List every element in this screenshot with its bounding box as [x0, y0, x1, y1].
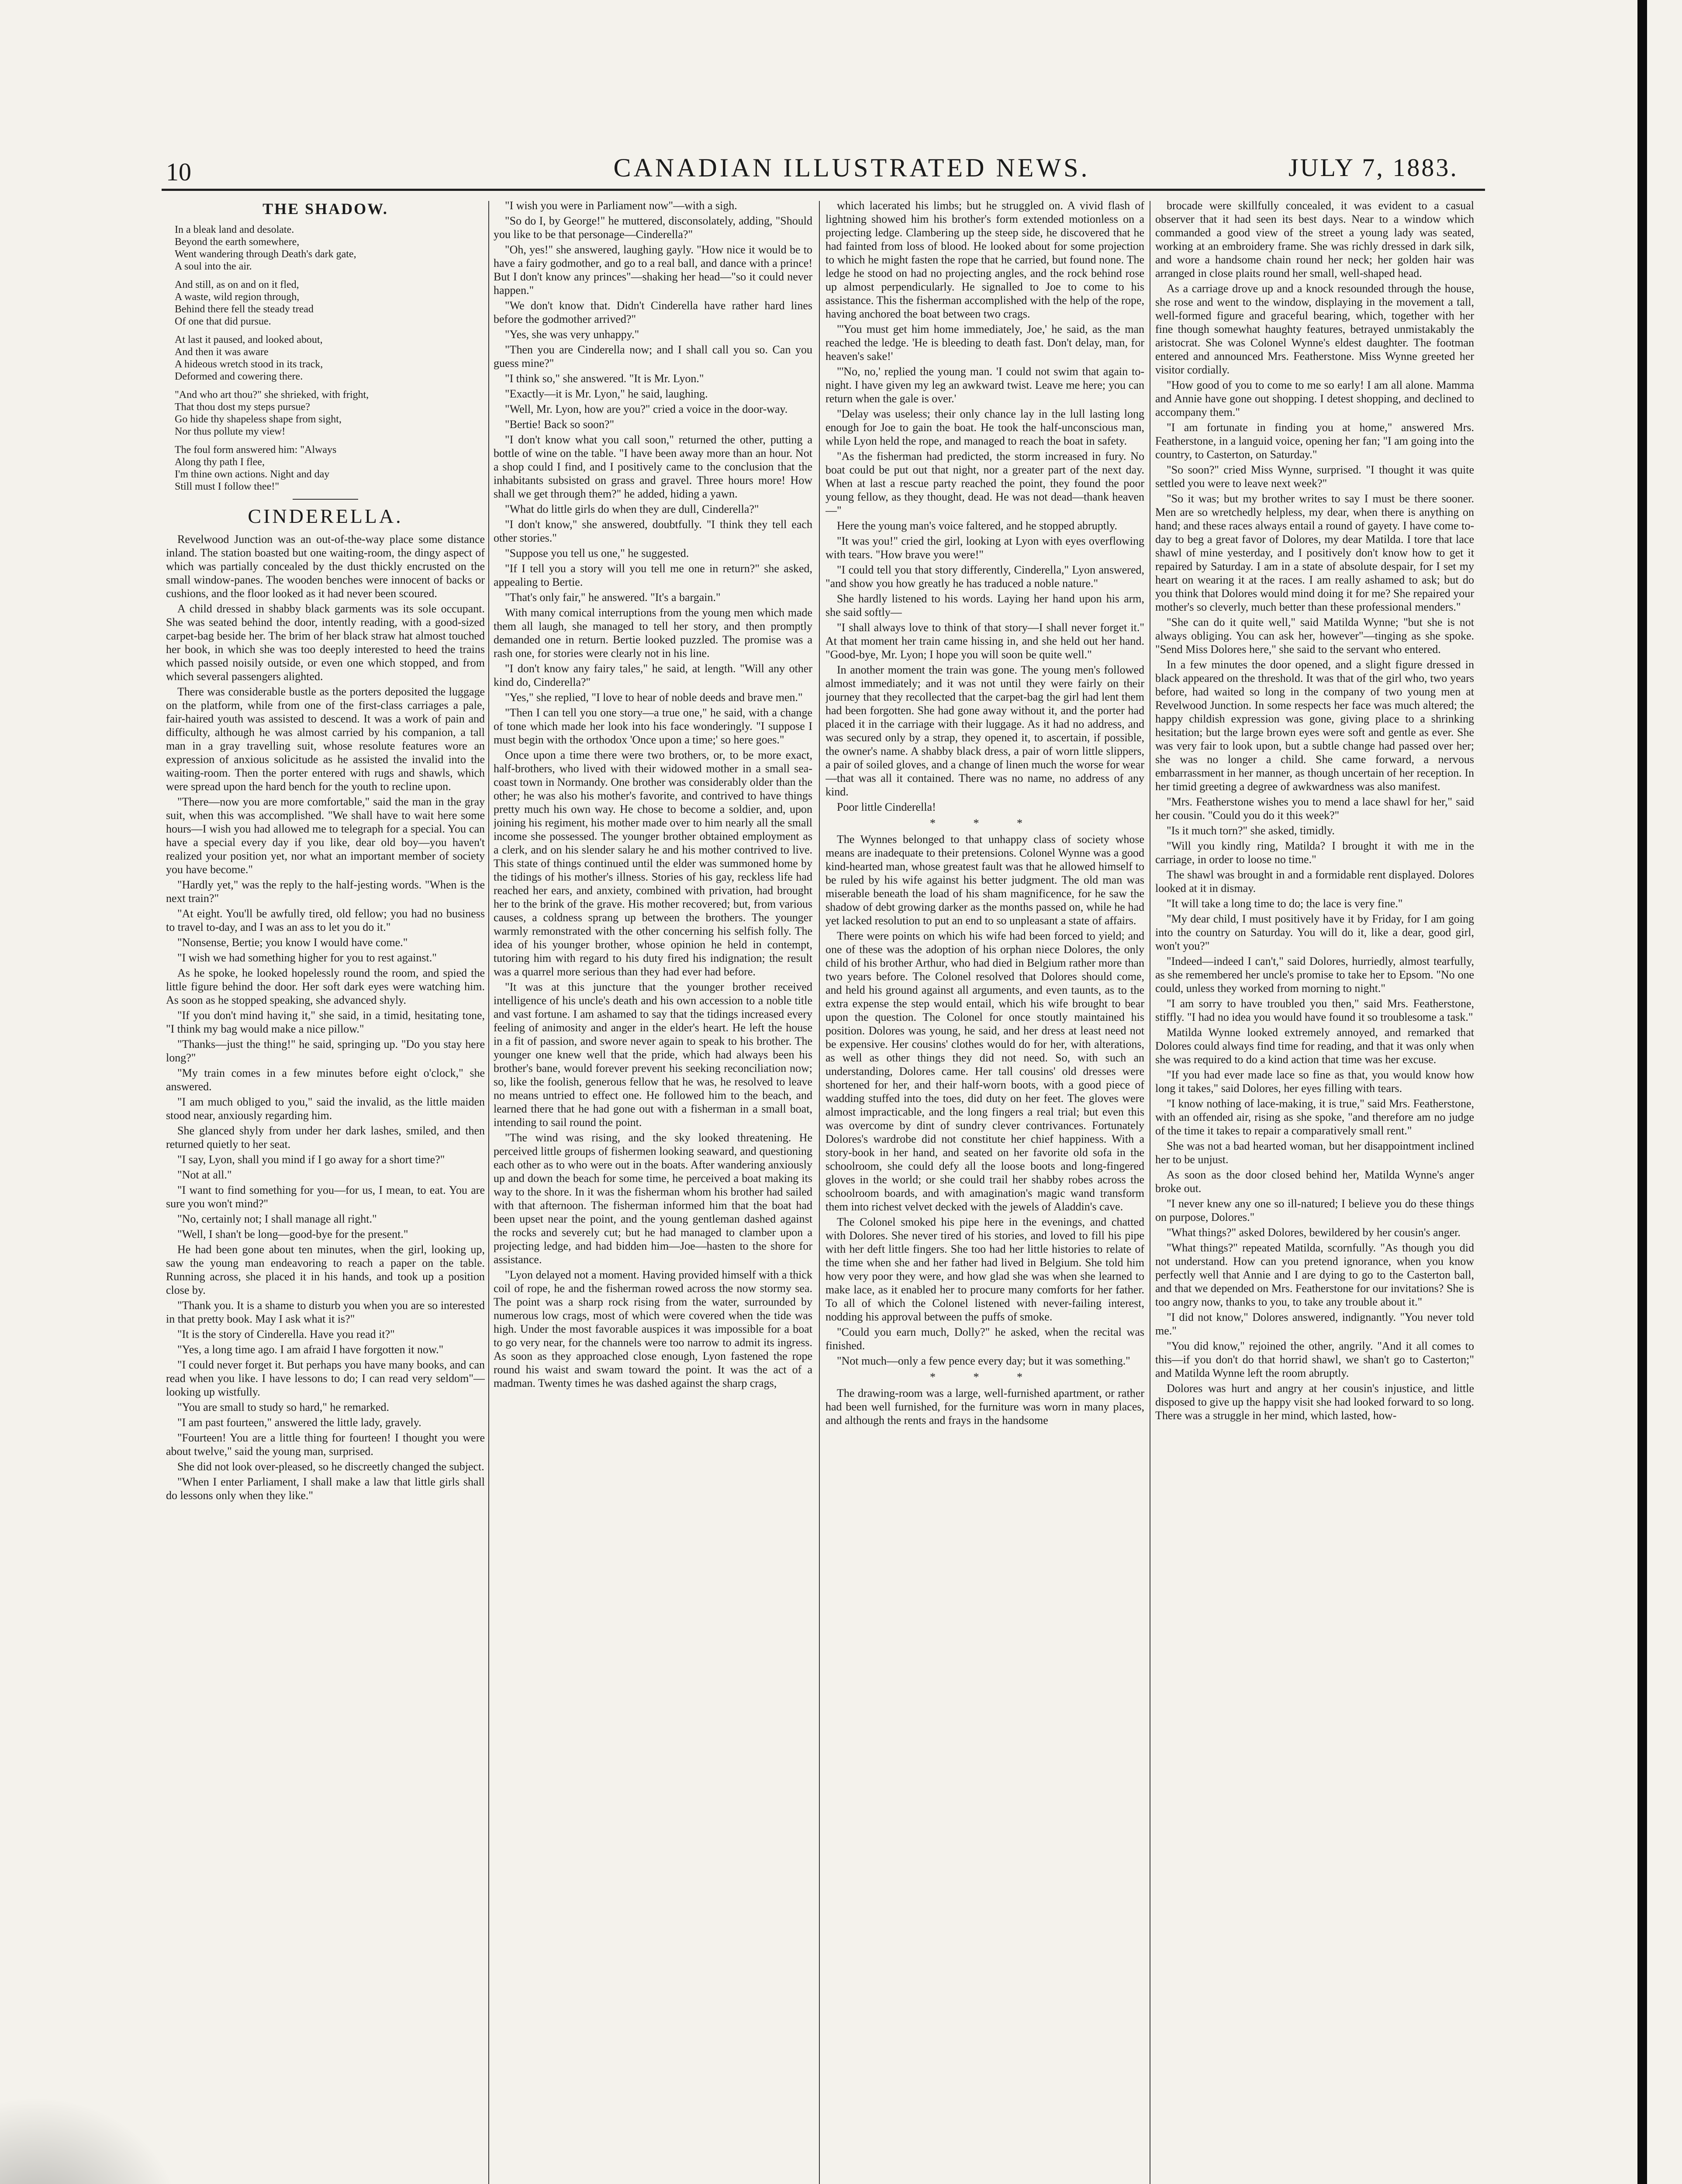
story-paragraph: "'No, no,' replied the young man. 'I could not swim that again to-night. I have given my leg an awkward twist. Leave me here; you can return when the gale is over.' [825, 365, 1144, 405]
story-paragraph: "I am sorry to have troubled you then," said Mrs. Featherstone, stiffly. "I had no idea you would have found it so troublesome a task." [1155, 997, 1474, 1023]
story-paragraph: "I shall always love to think of that story—I shall never forget it." At that moment her train came hissing in, and she held out her hand. "Good-bye, Mr. Lyon; I hope you will soon be quite well." [825, 621, 1144, 661]
story-paragraph: "What do little girls do when they are dull, Cinderella?" [505, 503, 759, 515]
story-paragraph: There was considerable bustle as the porters deposited the luggage on the platform, while from one of the first-class carriages a pale, fair-haired youth was assisted to descend. It was a work of pain and difficulty, although he was almost carried by his companion, a tall man in a gray travelling suit, whose resolute features wore an expression of anxious solicitude as he assisted the invalid into the waiting-room. Then the porter entered with rugs and shawls, which were spread upon the hard bench for the youth to recline upon. [166, 685, 485, 793]
story-paragraph: Once upon a time there were two brothers, or, to be more exact, half-brothers, who lived with their widowed mother in a small sea-coast town in Normandy. One brother was considerably older than the other; he was also his mother's favorite, and contrived to have things pretty much his own way. He chose to become a soldier, and, upon joining his regiment, his mother made over to him nearly all the small income she possessed. The younger brother obtained employment as a clerk, and on his slender salary he and his mother contrived to live. This state of things continued until the elder was summoned home by the tidings of his mother's illness. Stories of his gay, reckless life had reached her ears, and anxiety, combined with privation, had brought her to the brink of the grave. His mother recovered; but, from various causes, a coldness sprang up between the brothers. The younger warmly remonstrated with the other concerning his selfish folly. The idea of his younger brother, whose opinion he held in contempt, tutoring him with regard to his duty fired his indignation; the result was a quarrel more serious than they had ever had before. [494, 749, 812, 978]
story-paragraph: "I wish you were in Parliament now"—with a sigh. [505, 199, 737, 212]
story-paragraph: "I don't know what you call soon," returned the other, putting a bottle of wine on the table. "I have been away more than an hour. Not a shop could I find, and I positively came to the conclusion that the inhabitants subsisted on grass and gravel. Three hours more! How shall we get through them?" he added, hiding a yawn. [494, 433, 812, 500]
story-paragraph: "Not much—only a few pence every day; but it was something." [837, 1355, 1130, 1367]
story-paragraph: "Suppose you tell us one," he suggested. [505, 547, 689, 560]
story-paragraph: "Thanks—just the thing!" he said, springing up. "Do you stay here long?" [166, 1038, 485, 1064]
story-paragraph: "Will you kindly ring, Matilda? I brought it with me in the carriage, in order to loose no time." [1155, 840, 1474, 866]
story-paragraph: Matilda Wynne looked extremely annoyed, and remarked that Dolores could always find time for reading, and that it was only when she was required to do a kind action that time was her excuse. [1155, 1026, 1474, 1066]
story-paragraph: "Nonsense, Bertie; you know I would have come." [177, 936, 408, 949]
story-paragraph: "Lyon delayed not a moment. Having provided himself with a thick coil of rope, he and the fisherman rowed across the now stormy sea. The point was a sharp rock rising from the water, surrounded by numerous low crags, most of which were covered when the tide was high. Under the most favorable auspices it was impossible for a boat to go very near, for the channels were too narrow to admit its ingress. As soon as they approached close enough, Lyon fastened the rope round his waist and swam toward the point. It was the act of a madman. Twenty times he was dashed against the sharp crags, [494, 1268, 812, 1389]
story-paragraph: A child dressed in shabby black garments was its sole occupant. She was seated behind the door, intently reading, with a good-sized carpet-bag beside her. The brim of her black straw hat almost touched her book, in which she was too deeply interested to heed the trains which passed noisily outside, or even one which stopped, and from which several passengers alighted. [166, 602, 485, 683]
story-title: CINDERELLA. [248, 505, 403, 527]
story-paragraph: "'You must get him home immediately, Joe,' he said, as the man reached the ledge. 'He is bleeding to death fast. Don't delay, man, for heaven's sake!' [825, 323, 1144, 363]
story-paragraph: "I could never forget it. But perhaps you have many books, and can read when you like. I have lessons to do; I can read very seldom"—looking up wistfully. [166, 1358, 485, 1398]
story-paragraph: "Could you earn much, Dolly?" he asked, when the recital was finished. [825, 1326, 1144, 1352]
story-paragraph: "Fourteen! You are a little thing for fourteen! I thought you were about twelve," said the young man, surprised. [166, 1431, 485, 1458]
story-paragraph: "Bertie! Back so soon?" [505, 418, 615, 431]
story-paragraph: "We don't know that. Didn't Cinderella have rather hard lines before the godmother arrived?" [494, 299, 812, 325]
story-paragraph: "There—now you are more comfortable," said the man in the gray suit, when this was accomplished. "We shall have to wait here some hours—I wish you had allowed me to telegraph for a special. You can have a special every day if you like, dear old boy—you haven't realized your position yet, nor what an important member of society you have become." [166, 795, 485, 876]
page-number: 10 [166, 158, 191, 186]
story-paragraph: In another moment the train was gone. The young men's followed almost immediately; and it was not until they were fairly on their journey that they recollected that the carpet-bag the girl had lent them had been forgotten. She had gone away without it, and the porter had placed it in the carriage with their luggage. As it had no address, and was secured only by a strap, they opened it, to ascertain, if possible, the owner's name. A shabby black dress, a pair of worn little slippers, a pair of soiled gloves, and a change of linen much the worse for wear—that was all it contained. There was no name, no address of any kind. [825, 663, 1144, 798]
story-paragraph: "My train comes in a few minutes before eight o'clock," she answered. [166, 1067, 485, 1093]
column-4 [1155, 199, 1474, 2184]
story-paragraph: "It is the story of Cinderella. Have you read it?" [177, 1328, 395, 1341]
story-paragraph: "I am much obliged to you," said the invalid, as the little maiden stood near, anxiously regarding him. [166, 1095, 485, 1122]
story-paragraph: She did not look over-pleased, so he discreetly changed the subject. [177, 1460, 484, 1473]
poem [166, 202, 485, 493]
story-paragraph: "Is it much torn?" she asked, timidly. [1167, 824, 1335, 837]
poem-stanza: In a bleak land and desolate. Beyond the earth somewhere, Went wandering through Death's dark gate, A soul into the air. [175, 224, 356, 272]
section-break-stars: * * * [930, 1371, 1040, 1383]
story-paragraph: She was not a bad hearted woman, but her disappointment inclined her to be unjust. [1155, 1140, 1474, 1166]
story-paragraph: The shawl was brought in and a formidable rent displayed. Dolores looked at it in dismay. [1155, 868, 1474, 895]
masthead: CANADIAN ILLUSTRATED NEWS. [613, 153, 1090, 182]
story-paragraph: "I am fortunate in finding you at home," answered Mrs. Featherstone, in a languid voice, opening her fan; "I am going into the country, to Casterton, on Saturday." [1155, 421, 1474, 461]
story-paragraph: "I know nothing of lace-making, it is true," said Mrs. Featherstone, with an offended air, rising as she spoke, "and therefore am no judge of the time it takes to repair a comparatively small rent." [1155, 1097, 1474, 1137]
column-rule [819, 201, 820, 2184]
story-paragraph: "Mrs. Featherstone wishes you to mend a lace shawl for her," said her cousin. "Could you do it this week?" [1155, 795, 1474, 822]
story-paragraph: She hardly listened to his words. Laying her hand upon his arm, she said softly— [825, 592, 1144, 619]
story-paragraph: She glanced shyly from under her dark lashes, smiled, and then returned quietly to her seat. [166, 1124, 485, 1151]
story-paragraph: Here the young man's voice faltered, and he stopped abruptly. [837, 519, 1117, 532]
story-paragraph: The Colonel smoked his pipe here in the evenings, and chatted with Dolores. She never tired of his stories, and loved to fill his pipe with her deft little fingers. She too had her little histories to relate of the time when she and her father had lived in Belgium. She told him how very poor they were, and how glad she was when she learned to make lace, as it enabled her to procure many comforts for her father. To all of which the Colonel listened with never-failing interest, nodding his approval between the puffs of smoke. [825, 1216, 1144, 1323]
story-paragraph: "So do I, by George!" he muttered, disconsolately, adding, "Should you like to be that personage—Cinderella?" [494, 214, 812, 241]
story-paragraph: "My dear child, I must positively have it by Friday, for I am going into the country on Saturday. You will do it, like a dear, good girl, won't you?" [1155, 912, 1474, 952]
story-paragraph: Poor little Cinderella! [837, 801, 936, 813]
story-paragraph: "So it was; but my brother writes to say I must be there sooner. Men are so wretchedly helpless, my dear, when there is anything on hand; and these races always entail a round of gayety. I have come to-day to beg a great favor of Dolores, my dear Matilda. I tore that lace shawl of mine yesterday, and I positively don't know how to get it repaired by Saturday. I am in a state of absolute despair, for I set my heart on wearing it at the races. I am really ashamed to ask; but do you think that Dolores would mind doing it for me? She repaired your mother's so cleverly, much better than these professional menders." [1155, 492, 1474, 613]
story-paragraph: "Indeed—indeed I can't," said Dolores, hurriedly, almost tearfully, as she remembered her uncle's promise to take her to Epsom. "No one could, unless they worked from morning to night." [1155, 955, 1474, 995]
story-paragraph: Dolores was hurt and angry at her cousin's injustice, and little disposed to give up the happy visit she had looked forward to so long. There was a struggle in her mind, which lasted, how- [1155, 1382, 1474, 1422]
story-paragraph: "The wind was rising, and the sky looked threatening. He perceived little groups of fishermen looking seaward, and questioning each other as to who were out in the boats. After wandering anxiously up and down the beach for some time, he perceived a boat making its way to the shore. In it was the fisherman whom his brother had sailed with that afternoon. The fisherman informed him that the boat had been upset near the point, and the young gentleman dashed against the rocks and severely cut; but he had managed to clamber upon a projecting ledge, and had bidden him—Joe—hasten to the shore for assistance. [494, 1131, 812, 1266]
story-paragraph: "What things?" asked Dolores, bewildered by her cousin's anger. [1167, 1226, 1461, 1239]
story-paragraph: "If you don't mind having it," she said, in a timid, hesitating tone, "I think my bag would make a nice pillow." [166, 1009, 485, 1035]
story-paragraph: "No, certainly not; I shall manage all right." [177, 1213, 377, 1225]
scan-smudge [0, 2097, 183, 2184]
story-paragraph: "Delay was useless; their only chance lay in the lull lasting long enough for Joe to gain the boat. He took the half-unconscious man, while Lyon held the rope, and managed to reach the boat in safety. [825, 408, 1144, 447]
story-column-3 [825, 199, 1144, 1427]
story-paragraph: With many comical interruptions from the young men which made them all laugh, she managed to tell her story, and then promptly demanded one in return. Bertie looked puzzled. The promise was a rash one, for stories were clearly not in his line. [494, 606, 812, 660]
header-rule [162, 189, 1485, 191]
story-paragraph: In a few minutes the door opened, and a slight figure dressed in black appeared on the threshold. It was that of the girl who, two years before, had waited so long in the company of two young men at Revelwood Junction. In some respects her face was much altered; the happy childish expression was gone, giving place to a shrinking hesitation; but the large brown eyes were soft and gentle as ever. She was very fair to look upon, but a subtle change had passed over her; she was no longer a child. She came forward, a nervous embarrassment in her manner, as though uncertain of her reception. In her timid greeting a degree of awkwardness was also manifest. [1155, 658, 1474, 793]
section-divider [293, 499, 358, 500]
story-paragraph: "How good of you to come to me so early! I am all alone. Mamma and Annie have gone out shopping. I detest shopping, and declined to accompany them." [1155, 379, 1474, 418]
story-paragraph: "Well, I shan't be long—good-bye for the present." [177, 1228, 408, 1241]
story-column-1 [166, 532, 485, 1502]
story-paragraph: As he spoke, he looked hopelessly round the room, and spied the little figure behind the door. Her soft dark eyes were watching him. As soon as he stopped speaking, she advanced shyly. [166, 967, 485, 1006]
story-paragraph: "At eight. You'll be awfully tired, old fellow; you had no business to travel to-day, and I was an ass to let you do it." [166, 907, 485, 933]
story-paragraph: "If you had ever made lace so fine as that, you would know how long it takes," said Dolores, her eyes filling with tears. [1155, 1068, 1474, 1095]
story-paragraph: He had been gone about ten minutes, when the girl, looking up, saw the young man endeavoring to reach a paper on the table. Running across, she placed it in his hands, and took up a position close by. [166, 1243, 485, 1296]
story-paragraph: "You are small to study so hard," he remarked. [177, 1401, 390, 1413]
story-paragraph: "Thank you. It is a shame to disturb you when you are so interested in that pretty book. May I ask what it is?" [166, 1299, 485, 1325]
column-rule [488, 201, 489, 2184]
poem-stanza: At last it paused, and looked about, And then it was aware A hideous wretch stood in its track, Deformed and cowering there. [175, 334, 323, 382]
story-paragraph: "Then I can tell you one story—a true one," he said, with a change of tone which made her look into his face wonderingly. "I suppose I must begin with the orthodox 'Once upon a time;' so here goes." [494, 706, 812, 746]
story-paragraph: "I did not know," Dolores answered, indignantly. "You never told me." [1155, 1311, 1474, 1337]
column-2 [494, 199, 812, 2184]
story-paragraph: "When I enter Parliament, I shall make a law that little girls shall do lessons only when they like." [166, 1476, 485, 1502]
story-paragraph: "She can do it quite well," said Matilda Wynne; "but she is not always obliging. You can ask her, however"—tinging as she spoke. "Send Miss Dolores here," she said to the servant who entered. [1155, 616, 1474, 656]
poem-stanza: The foul form answered him: "Always Along thy path I flee, I'm thine own actions. Night and day Still must I follow thee!" [175, 444, 337, 492]
story-paragraph: brocade were skillfully concealed, it was evident to a casual observer that it had seen its best days. Near to a window which commanded a good view of the street a young lady was seated, working at an embroidery frame. She was richly dressed in dark silk, and wore a handsome chain round her neck; her golden hair was arranged in close plaits round her small, well-shaped head. [1155, 199, 1474, 280]
story-paragraph: "As the fisherman had predicted, the storm increased in fury. No boat could be put out that night, nor a greater part of the next day. When at last a rescue party reached the point, they found the poor young fellow, as they thought, dead. He was not dead—thank heaven—" [825, 450, 1144, 517]
story-column-4 [1155, 199, 1474, 1422]
story-paragraph: "What things?" repeated Matilda, scornfully. "As though you did not understand. How can you pretend ignorance, when you know perfectly well that Annie and I are dying to go to the Casterton ball, and that we depended on Mrs. Featherstone for our invitations? She is too angry now, thanks to you, to take any trouble about it." [1155, 1241, 1474, 1308]
poem-stanza: "And who art thou?" she shrieked, with fright, That thou dost my steps pursue? Go hide thy shapeless shape from sight, Nor thus pollute my view! [175, 389, 369, 437]
story-paragraph: "Not at all." [177, 1168, 232, 1181]
story-paragraph: As a carriage drove up and a knock resounded through the house, she rose and went to the window, displaying in the movement a tall, well-formed figure and graceful bearing, which, together with her fine though somewhat haughty features, betrayed unmistakably the aristocrat. She was Colonel Wynne's eldest daughter. The footman entered and announced Mrs. Featherstone. Miss Wynne greeted her visitor cordially. [1155, 282, 1474, 376]
story-paragraph: "Yes," she replied, "I love to hear of noble deeds and brave men." [505, 691, 803, 704]
column-3 [825, 199, 1144, 2184]
story-paragraph: "That's only fair," he answered. "It's a bargain." [505, 591, 721, 604]
story-paragraph: "I want to find something for you—for us, I mean, to eat. You are sure you won't mind?" [166, 1184, 485, 1210]
poem-stanza: And still, as on and on it fled, A waste, wild region through, Behind there fell the steady tread Of one that did pursue. [175, 279, 314, 327]
issue-date: JULY 7, 1883. [1288, 153, 1458, 182]
story-paragraph: "I wish we had something higher for you to rest against." [177, 951, 437, 964]
column-1 [166, 199, 485, 2184]
story-paragraph: "Yes, a long time ago. I am afraid I have forgotten it now." [177, 1343, 444, 1356]
story-paragraph: "Well, Mr. Lyon, how are you?" cried a voice in the door-way. [505, 403, 788, 415]
story-paragraph: "It was you!" cried the girl, looking at Lyon with eyes overflowing with tears. "How brave you were!" [825, 535, 1144, 561]
story-paragraph: The Wynnes belonged to that unhappy class of society whose means are inadequate to their pretensions. Colonel Wynne was a good kind-hearted man, whose greatest fault was that he allowed himself to be ruled by his wife against his better judgment. The old man was miserable beneath the load of his sham magnificence, for he saw the shadow of debt growing darker as the months passed on, while he had yet lacked resolution to put an end to so unpleasant a state of affairs. [825, 833, 1144, 927]
scan-edge-bar [1637, 0, 1647, 2184]
story-paragraph: "Exactly—it is Mr. Lyon," he said, laughing. [505, 387, 708, 400]
story-paragraph: "Then you are Cinderella now; and I shall call you so. Can you guess mine?" [494, 343, 812, 370]
story-paragraph: "I don't know," she answered, doubtfully. "I think they tell each other stories." [494, 518, 812, 544]
story-paragraph: "I think so," she answered. "It is Mr. Lyon." [505, 372, 704, 385]
story-paragraph: "It will take a long time to do; the lace is very fine." [1167, 897, 1403, 910]
story-paragraph: "I am past fourteen," answered the little lady, gravely. [177, 1416, 421, 1429]
story-paragraph: "I don't know any fairy tales," he said, at length. "Will any other kind do, Cinderella?" [494, 662, 812, 688]
section-break-stars: * * * [930, 817, 1040, 829]
story-paragraph: which lacerated his limbs; but he struggled on. A vivid flash of lightning showed him his brother's form extended motionless on a projecting ledge. Clambering up the steep side, he discovered that he had fainted from loss of blood. He looked about for some projection to which he might fasten the rope that he carried, but found none. The ledge he stood on had no projecting angles, and the rock behind rose up almost perpendicularly. He signalled to Joe to come to his assistance. This the fisherman accomplished with the help of the rope, having anchored the boat between two crags. [825, 199, 1144, 320]
story-paragraph: "I say, Lyon, shall you mind if I go away for a short time?" [177, 1153, 445, 1166]
story-paragraph: As soon as the door closed behind her, Matilda Wynne's anger broke out. [1155, 1168, 1474, 1195]
story-paragraph: "Yes, she was very unhappy." [505, 328, 639, 341]
story-paragraph: "I could tell you that story differently, Cinderella," Lyon answered, "and show you how greatly he has traduced a noble nature." [825, 563, 1144, 590]
story-paragraph: Revelwood Junction was an out-of-the-way place some distance inland. The station boasted but one waiting-room, the dingy aspect of which was partially concealed by the dust thickly encrusted on the small window-panes. The wooden benches were innocent of backs or cushions, and the floor looked as it had never been scoured. [166, 533, 485, 600]
poem-title: THE SHADOW. [262, 200, 388, 218]
story-paragraph: There were points on which his wife had been forced to yield; and one of these was the adoption of his orphan niece Dolores, the only child of his brother Arthur, who had died in Belgium rather more than two years before. The Colonel resolved that Dolores should come, and held his ground against all arguments, and even taunts, as to the extra expense the step would entail, which his wife brought to bear upon the question. The Colonel for once stoutly maintained his position. Dolores was young, he said, and her dress at least need not be expensive. Her cousins' clothes would do for her, with alterations, as well as other things they did not need. So, with such an understanding, Dolores came. Her tall cousins' old dresses were shortened for her, and their half-worn boots, with a good piece of wadding stuffed into the toes, did duty on her feet. The gloves were almost impracticable, and the long fingers a real trial; but even this was overcome by dint of sundry clever contrivances. Fortunately Dolores's wardrobe did not constitute her chief happiness. With a story-book in her hand, and seated on her favorite old sofa in the schoolroom, she could defy all the loose boots and long-fingered gloves in the world; or she could trail her shabby robes across the schoolroom boards, and with amagination's magic wand transform them into richest velvet decked with the jewels of Aladdin's cave. [825, 930, 1144, 1213]
story-paragraph: "You did know," rejoined the other, angrily. "And it all comes to this—if you don't do that horrid shawl, we shan't go to Casterton;" and Matilda Wynne left the room abruptly. [1155, 1340, 1474, 1379]
story-paragraph: "Hardly yet," was the reply to the half-jesting words. "When is the next train?" [166, 878, 485, 905]
story-column-2 [494, 199, 812, 1390]
story-paragraph: "Oh, yes!" she answered, laughing gayly. "How nice it would be to have a fairy godmother, and go to a real ball, and dance with a prince! But I don't know any princes"—shaking her head—"so it could never happen." [494, 243, 812, 297]
story-paragraph: "I never knew any one so ill-natured; I believe you do these things on purpose, Dolores." [1155, 1197, 1474, 1223]
story-paragraph: "It was at this juncture that the younger brother received intelligence of his uncle's death and his own accession to a noble title and vast fortune. I am ashamed to say that the tidings increased every feeling of animosity and anger in the elder's heart. He left the house in a fit of passion, and swore never again to speak to his brother. The younger one knew well that the pride, which had always been his brother's bane, would forever prevent his seeking reconciliation now; so, like the foolish, generous fellow that he was, he resolved to leave no means untried to effect one. He followed him to the beach, and learned there that he had gone out with a fisherman in a small boat, intending to sail round the point. [494, 981, 812, 1129]
story-paragraph: The drawing-room was a large, well-furnished apartment, or rather had been well furnished, for the furniture was worn in many places, and although the rents and frays in the handsome [825, 1387, 1144, 1427]
story-paragraph: "So soon?" cried Miss Wynne, surprised. "I thought it was quite settled you were to leave next week?" [1155, 463, 1474, 490]
story-paragraph: "If I tell you a story will you tell me one in return?" she asked, appealing to Bertie. [494, 562, 812, 588]
